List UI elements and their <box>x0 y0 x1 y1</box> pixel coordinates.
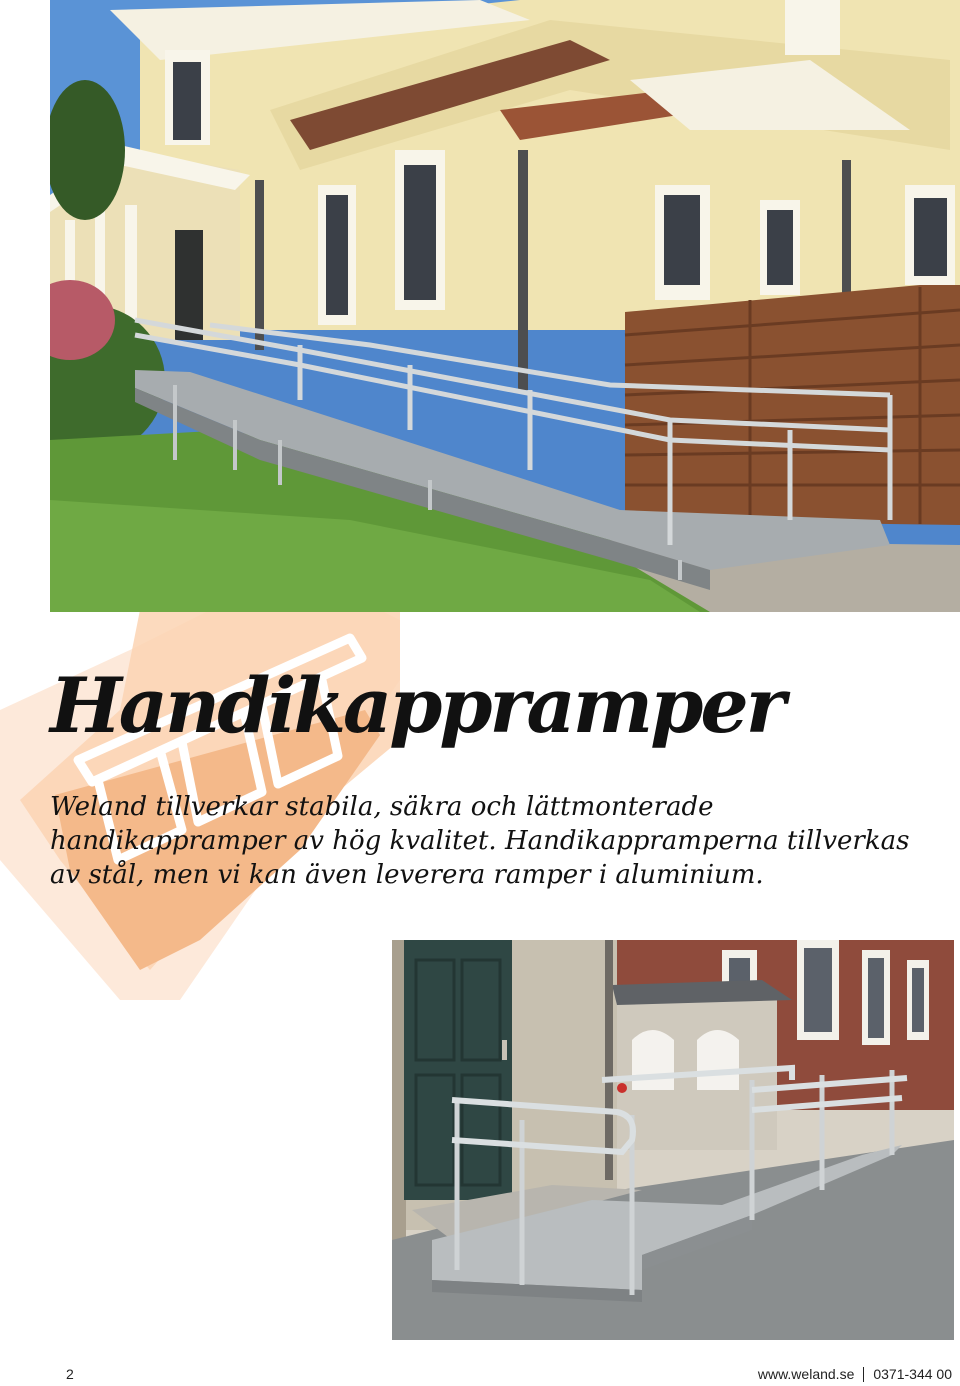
phone-number: 0371-344 00 <box>873 1366 952 1382</box>
photo-ramp-brick-building <box>392 940 954 1340</box>
website-link[interactable]: www.weland.se <box>757 1366 855 1382</box>
intro-paragraph: Weland tillverkar stabila, säkra och lättmonterade handikappramper av hög kvalitet. Handikappramperna tillverkas av stål, men vi kan även leverera ramper i aluminium. <box>50 792 910 890</box>
footer-separator <box>863 1367 864 1382</box>
ramp-graphic-decoration <box>0 560 400 1000</box>
page-number: 2 <box>66 1366 74 1382</box>
footer-contact <box>758 1366 952 1382</box>
photo-ramp-yellow-villa <box>50 0 960 612</box>
page-title: Handikappramper <box>50 661 783 750</box>
